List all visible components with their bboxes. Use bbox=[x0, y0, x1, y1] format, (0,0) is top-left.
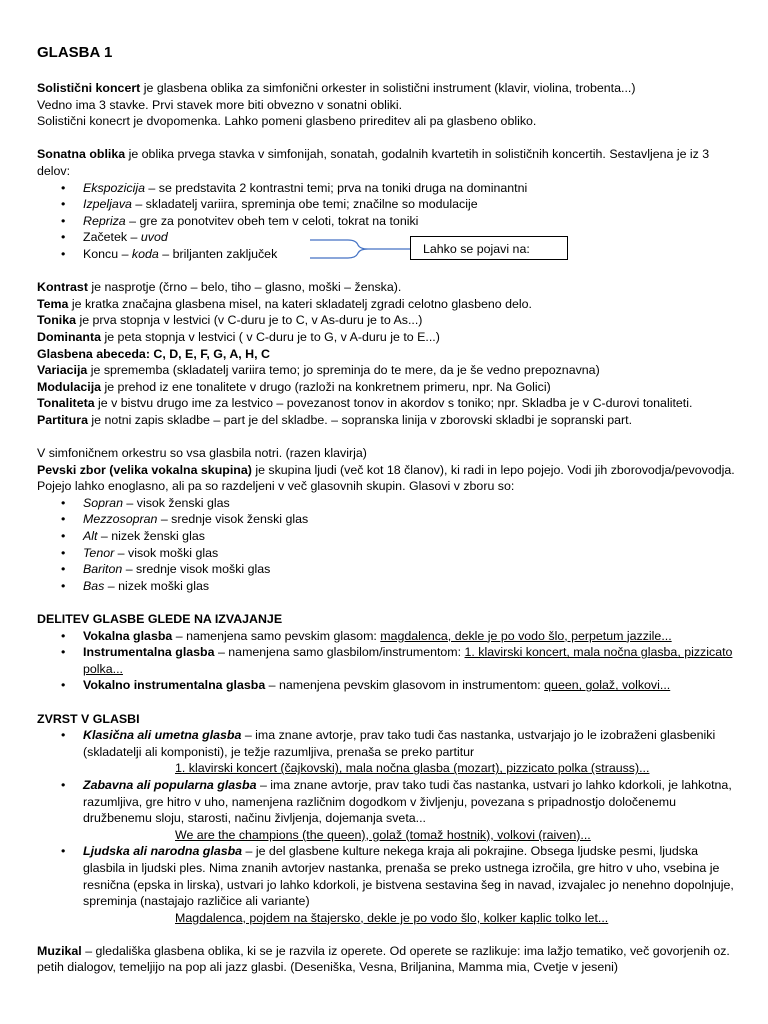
voices-list bbox=[37, 495, 742, 595]
list-item: • Zabavna ali popularna glasba – ima znane avtorje, prav tako tudi čas nastanka, ustvari jo lahko kdorkoli, je lahkotna, razumljiva, gre hitro v uho, namenjena različnim dogodkom v življenju, povezana s pripadnostjo določenemu družbenemu sloju, starosti, načinu življenja, dojemanja sveta... We are the champions (the queen), golaž (tomaž hostnik), volkovi (raiven)... bbox=[37, 777, 742, 843]
document-page bbox=[37, 44, 742, 976]
callout-box: Lahko se pojavi na: bbox=[410, 236, 568, 260]
list-item: • Ekspozicija – se predstavita 2 kontrastni temi; prva na toniki druga na dominantni bbox=[37, 180, 742, 197]
definition: Glasbena abeceda: C, D, E, F, G, A, H, C bbox=[37, 346, 270, 361]
list-item: • Repriza – gre za ponotvitev obeh tem v celoti, tokrat na toniki bbox=[37, 213, 742, 230]
list-item: • Ljudska ali narodna glasba – je del glasbene kulture nekega kraja ali pokrajine. Obsega ljudske pesmi, ljudska glasbila in ljudski ples. Nima znanih avtorjev nastanka, prenaša se preko ustnega izročila, gre hitro v uho, vsebina je resnična (epska in lirska), ustvari jo lahko kdorkoli, je bistvena sestavina šeg in navad, izvajalec jo nenehno dopolnjuje, spreminja (nastajajo različice ali variante) Magdalenca, pojdem na štajersko, dekle je po vodo šlo, kolker kaplic tolko let... bbox=[37, 843, 742, 926]
definition: Variacija je sprememba (skladatelj variira temo; jo spreminja do te mere, da je še vedno prepoznavna) bbox=[37, 363, 600, 378]
list-item: • Sopran – visok ženski glas bbox=[37, 495, 742, 512]
list-item: • Alt – nizek ženski glas bbox=[37, 528, 742, 545]
zbor-paragraph: Pevski zbor (velika vokalna skupina) je skupina ljudi (več kot 18 članov), ki radi in lepo pojejo. Vodi jih zborovodja/pevovodja. Pojejo lahko enoglasno, ali pa so razdeljeni v več glasovnih skupin. Glasovi v zboru so: bbox=[37, 462, 735, 494]
list-item: • Mezzosopran – srednje visok ženski glas bbox=[37, 511, 742, 528]
orkester-line: V simfoničnem orkestru so vsa glasbila notri. (razen klavirja) bbox=[37, 446, 367, 461]
section-heading: ZVRST V GLASBI bbox=[37, 711, 140, 726]
definition: Partitura je notni zapis skladbe – part je del skladbe. – sopranska linija v zborovski skladbi je sopranski part. bbox=[37, 412, 633, 427]
page-title: GLASBA 1 bbox=[37, 44, 113, 61]
section-heading: DELITEV GLASBE GLEDE NA IZVAJANJE bbox=[37, 612, 283, 626]
koncert-lead: Solistični koncert bbox=[37, 81, 141, 95]
list-item: • Bariton – srednje visok moški glas bbox=[37, 561, 742, 578]
list-item: • Koncu – koda – briljanten zaključek bbox=[37, 246, 742, 263]
list-item: • Klasična ali umetna glasba – ima znane avtorje, prav tako tudi čas nastanka, ustvarjajo jo le izobraženi glasbeniki (skladatelji ali komponisti), je težje razumljiva, prenaša se preko partitur 1. klavirski koncert (čajkovski), mala nočna glasba (mozart), pizzicato polka (strauss)... bbox=[37, 727, 742, 777]
list-item: • Izpeljava – skladatelj variira, spreminja obe temi; značilne so modulacije bbox=[37, 196, 742, 213]
koncert-paragraph bbox=[37, 80, 742, 97]
zvrst-list bbox=[37, 727, 742, 926]
koncert-line2: Vedno ima 3 stavke. Prvi stavek more biti obvezno v sonatni obliki. bbox=[37, 97, 403, 112]
koncert-line3: Solistični konecrt je dvopomenka. Lahko pomeni glasbeno prireditev ali pa glasbeno obliko. bbox=[37, 114, 537, 129]
list-item: • Instrumentalna glasba – namenjena samo glasbilom/instrumentom: 1. klavirski koncert, mala nočna glasba, pizzicato polka... bbox=[37, 644, 742, 677]
sonatna-paragraph: Sonatna oblika je oblika prvega stavka v simfonijah, sonatah, godalnih kvartetih in solističnih koncertih. Sestavljena je iz 3 delov: bbox=[37, 147, 710, 178]
muzikal-paragraph: Muzikal – gledališka glasbena oblika, ki se je razvila iz operete. Od operete se razlikuje: ima lažjo tematiko, več govorjenih oz. petih dialogov, temeljijo na pop ali jazz glasbi. (Deseniška, Vesna, Briljanina, Mamma mia, Cvetje v jeseni) bbox=[37, 943, 730, 975]
koncert-text: je glasbena oblika za simfonični orkester in solistični instrument (klavir, violina, trobenta...) bbox=[140, 81, 636, 95]
callout bbox=[308, 236, 568, 262]
definition: Tonaliteta je v bistvu drugo ime za lestvico – povezanost tonov in akordov s toniko; npr. Skladba je v C-durovi tonaliteti. bbox=[37, 396, 693, 411]
list-item: • Bas – nizek moški glas bbox=[37, 578, 742, 595]
list-item: • Začetek – uvod bbox=[37, 229, 742, 246]
delitev-list bbox=[37, 628, 742, 694]
list-item: • Tenor – visok moški glas bbox=[37, 545, 742, 562]
list-item: • Vokalno instrumentalna glasba – namenjena pevskim glasovom in instrumentom: queen, golaž, volkovi... bbox=[37, 677, 742, 694]
definition: Kontrast je nasprotje (črno – belo, tiho – glasno, moški – ženska). bbox=[37, 280, 402, 295]
definition: Tonika je prva stopnja v lestvici (v C-duru je to C, v As-duru je to As...) bbox=[37, 313, 423, 328]
definition: Dominanta je peta stopnja v lestvici ( v C-duru je to G, v A-duru je to E...) bbox=[37, 329, 440, 344]
definition: Tema je kratka značajna glasbena misel, na kateri skladatelj zgradi celotno glasbeno delo. bbox=[37, 296, 533, 311]
sonatna-lead: Sonatna oblika bbox=[37, 147, 126, 162]
definition: Modulacija je prehod iz ene tonalitete v drugo (razloži na konkretnem primeru, npr. Na Golici) bbox=[37, 379, 551, 394]
list-item: • Vokalna glasba – namenjena samo pevskim glasom: magdalenca, dekle je po vodo šlo, perpetum jazzile... bbox=[37, 628, 742, 645]
brace-connector-icon bbox=[308, 236, 412, 262]
